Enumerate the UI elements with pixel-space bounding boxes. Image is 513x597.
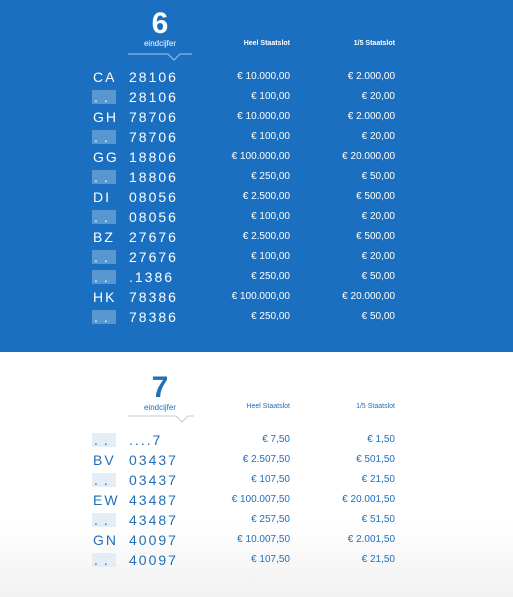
letter-code: GH xyxy=(93,109,118,125)
prize-fifth-ticket: € 50,00 xyxy=(361,271,395,282)
prize-full-ticket: € 100.007,50 xyxy=(231,494,290,505)
letter-code: .. xyxy=(94,169,114,185)
ticket-number: 27676 xyxy=(129,249,178,265)
ticket-number: 78706 xyxy=(129,109,178,125)
letter-code: EW xyxy=(93,492,120,508)
letter-code: .. xyxy=(94,512,114,528)
table-row xyxy=(0,127,513,147)
letter-code: .. xyxy=(94,249,114,265)
heading-underline-arrow xyxy=(128,52,192,62)
ticket-number: 78386 xyxy=(129,309,178,325)
prize-fifth-ticket: € 50,00 xyxy=(361,311,395,322)
ticket-number: ....7 xyxy=(129,432,163,448)
letter-code: GN xyxy=(93,532,118,548)
table-row xyxy=(0,530,513,550)
letter-code: CA xyxy=(93,69,117,85)
prize-full-ticket: € 257,50 xyxy=(251,514,290,525)
prize-fifth-ticket: € 501,50 xyxy=(356,454,395,465)
table-row xyxy=(0,167,513,187)
ticket-number: 03437 xyxy=(129,452,178,468)
ticket-number: 43487 xyxy=(129,492,178,508)
table-row xyxy=(0,307,513,327)
table-row xyxy=(0,67,513,87)
prize-full-ticket: € 250,00 xyxy=(251,171,290,182)
letter-code: .. xyxy=(94,552,114,568)
prize-full-ticket: € 7,50 xyxy=(262,434,290,445)
ticket-number: 08056 xyxy=(129,209,178,225)
prize-full-ticket: € 100.000,00 xyxy=(231,151,290,162)
prize-fifth-ticket: € 51,50 xyxy=(361,514,395,525)
prize-table xyxy=(0,67,513,327)
letter-code: DI xyxy=(93,189,111,205)
column-header-fifth: 1/5 Staatslot xyxy=(353,40,395,47)
letter-code: .. xyxy=(94,269,114,285)
prize-full-ticket: € 10.007,50 xyxy=(237,534,290,545)
ticket-number: 78706 xyxy=(129,129,178,145)
table-row xyxy=(0,470,513,490)
heading-number: 6 xyxy=(151,7,169,40)
letter-code: .. xyxy=(94,309,114,325)
table-row xyxy=(0,430,513,450)
table-row xyxy=(0,510,513,530)
table-row xyxy=(0,87,513,107)
prize-full-ticket: € 2.500,00 xyxy=(242,191,290,202)
prize-fifth-ticket: € 20,00 xyxy=(361,251,395,262)
letter-code: BZ xyxy=(93,229,115,245)
ticket-number: 03437 xyxy=(129,472,178,488)
ticket-number: 18806 xyxy=(129,149,178,165)
prize-full-ticket: € 100,00 xyxy=(251,211,290,222)
prize-full-ticket: € 107,50 xyxy=(251,474,290,485)
prize-fifth-ticket: € 2.000,00 xyxy=(347,111,395,122)
prize-full-ticket: € 100,00 xyxy=(251,131,290,142)
prize-fifth-ticket: € 20,00 xyxy=(361,211,395,222)
column-header-fifth: 1/5 Staatslot xyxy=(356,403,395,410)
prize-full-ticket: € 100,00 xyxy=(251,91,290,102)
ticket-number: 43487 xyxy=(129,512,178,528)
ticket-number: 28106 xyxy=(129,89,178,105)
prize-fifth-ticket: € 21,50 xyxy=(361,554,395,565)
ticket-number: 27676 xyxy=(129,229,178,245)
prize-fifth-ticket: € 50,00 xyxy=(361,171,395,182)
letter-code: .. xyxy=(94,472,114,488)
letter-code: .. xyxy=(94,89,114,105)
prize-table xyxy=(0,430,513,570)
prize-fifth-ticket: € 21,50 xyxy=(361,474,395,485)
prize-fifth-ticket: € 1,50 xyxy=(367,434,395,445)
seven-digit-section xyxy=(0,352,513,597)
prize-fifth-ticket: € 20.001,50 xyxy=(342,494,395,505)
column-header-full: Heel Staatslot xyxy=(243,40,290,47)
letter-code: BV xyxy=(93,452,116,468)
table-row xyxy=(0,550,513,570)
heading-number: 7 xyxy=(151,371,169,404)
prize-full-ticket: € 250,00 xyxy=(251,271,290,282)
table-row xyxy=(0,107,513,127)
table-row xyxy=(0,490,513,510)
prize-fifth-ticket: € 500,00 xyxy=(356,191,395,202)
prize-full-ticket: € 10.000,00 xyxy=(237,71,290,82)
prize-fifth-ticket: € 500,00 xyxy=(356,231,395,242)
prize-fifth-ticket: € 20.000,00 xyxy=(342,291,395,302)
prize-fifth-ticket: € 20.000,00 xyxy=(342,151,395,162)
prize-fifth-ticket: € 20,00 xyxy=(361,131,395,142)
prize-full-ticket: € 10.000,00 xyxy=(237,111,290,122)
heading-subtitle: eindcijfer xyxy=(143,403,176,412)
table-row xyxy=(0,287,513,307)
prize-full-ticket: € 2.507,50 xyxy=(242,454,290,465)
letter-code: .. xyxy=(94,432,114,448)
ticket-number: 08056 xyxy=(129,189,178,205)
table-row xyxy=(0,207,513,227)
ticket-number: 28106 xyxy=(129,69,178,85)
table-row xyxy=(0,227,513,247)
table-row xyxy=(0,187,513,207)
table-row xyxy=(0,247,513,267)
letter-code: GG xyxy=(93,149,119,165)
ticket-number: 40097 xyxy=(129,552,178,568)
table-row xyxy=(0,147,513,167)
prize-fifth-ticket: € 2.000,00 xyxy=(347,71,395,82)
heading-underline-arrow xyxy=(128,414,194,424)
letter-code: HK xyxy=(93,289,117,305)
ticket-number: 40097 xyxy=(129,532,178,548)
ticket-number: .1386 xyxy=(129,269,175,285)
prize-full-ticket: € 100,00 xyxy=(251,251,290,262)
prize-fifth-ticket: € 20,00 xyxy=(361,91,395,102)
prize-full-ticket: € 2.500,00 xyxy=(242,231,290,242)
table-row xyxy=(0,267,513,287)
prize-full-ticket: € 107,50 xyxy=(251,554,290,565)
prize-fifth-ticket: € 2.001,50 xyxy=(347,534,395,545)
ticket-number: 18806 xyxy=(129,169,178,185)
prize-full-ticket: € 250,00 xyxy=(251,311,290,322)
ticket-number: 78386 xyxy=(129,289,178,305)
prize-full-ticket: € 100.000,00 xyxy=(231,291,290,302)
column-header-full: Heel Staatslot xyxy=(246,403,290,410)
table-row xyxy=(0,450,513,470)
heading-subtitle: eindcijfer xyxy=(143,39,176,48)
letter-code: .. xyxy=(94,129,114,145)
letter-code: .. xyxy=(94,209,114,225)
